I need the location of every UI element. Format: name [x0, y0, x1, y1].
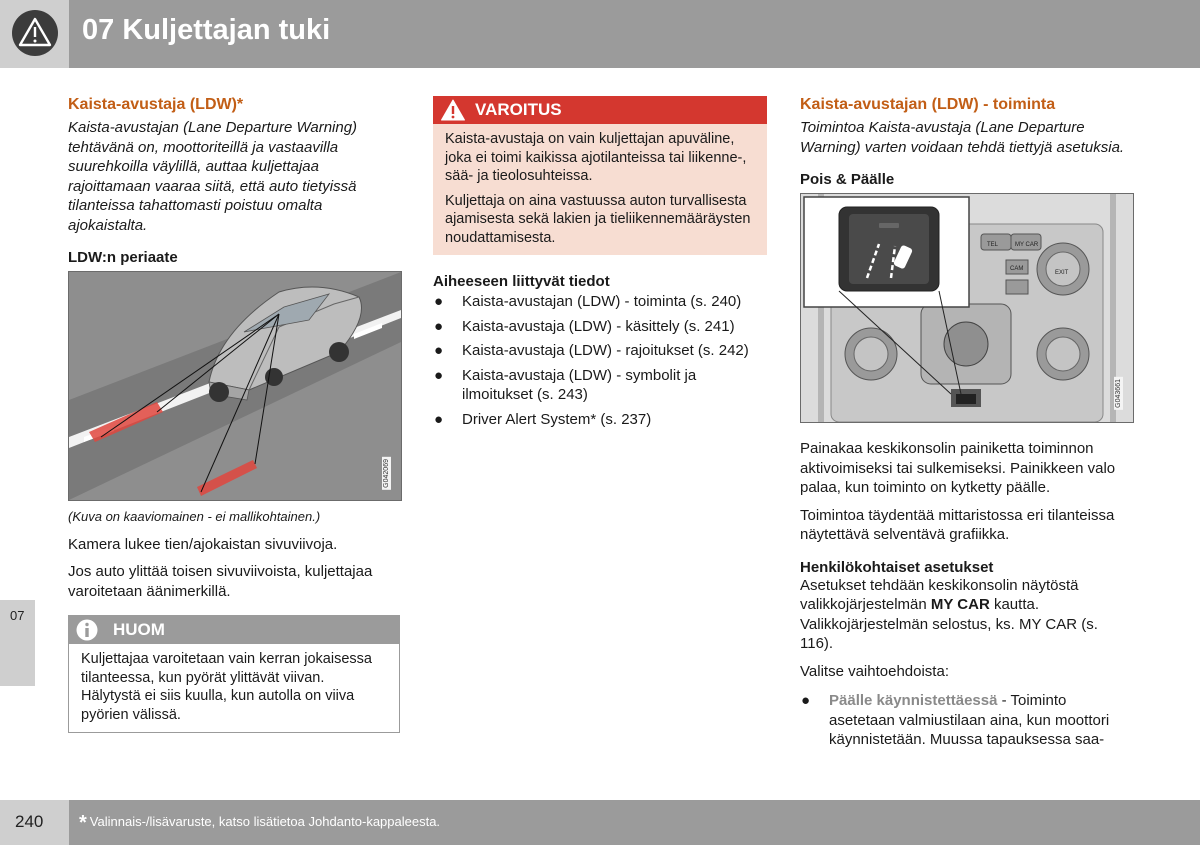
console-label-tel: TEL: [987, 242, 999, 248]
ldw-para-camera: Kamera lukee tien/ajokaistan sivuviivoja.: [68, 535, 338, 553]
note-header: [69, 616, 399, 644]
info-icon: [75, 618, 99, 642]
footnote-text: Valinnais-/lisävaruste, katso lisätietoa Johdanto-kappaleesta.: [89, 814, 441, 829]
console-drawing: [801, 194, 1133, 422]
settings-para: Asetukset tehdään keskikonsolin näytöstä valikkojärjestelmän MY CAR kautta. Valikkojärjestelmän selostus, ks. MY CAR (s. 116).: [800, 576, 1098, 652]
chapter-title: 07 Kuljettajan tuki: [82, 14, 331, 46]
choose-options-para: Valitse vaihtoehdoista:: [800, 662, 949, 680]
section-title-ldw: Kaista-avustaja (LDW)*: [68, 96, 244, 113]
footnote-marker: *: [79, 812, 87, 834]
related-link[interactable]: ● Kaista-avustajan (LDW) - toiminta (s. 240): [434, 293, 742, 310]
subtitle-personal-settings: Henkilökohtaiset asetukset: [800, 558, 994, 576]
note-text: Kuljettajaa varoitetaan vain kerran jokaisessa tilanteessa, kun pyörät ylittävät viivan. Hälytystä ei siis kuulla, kun autolla on viiva pyörien välissä.: [81, 651, 372, 723]
warning-triangle-icon: [12, 10, 58, 56]
related-info-title: Aiheeseen liittyvät tiedot: [433, 273, 610, 290]
figure-caption: (Kuva on kaaviomainen - ei mallikohtainen.): [68, 509, 321, 524]
section-title-ldw-function: Kaista-avustajan (LDW) - toiminta: [800, 96, 1056, 113]
chapter-side-tab: [0, 600, 35, 686]
note-box: [68, 615, 400, 733]
console-label-mycar: MY CAR: [1015, 242, 1039, 248]
function-para-button: Painakaa keskikonsolin painiketta toiminnon aktivoimiseksi tai sulkemiseksi. Painikkeen valo palaa, kun toiminto on kytketty päälle.: [800, 440, 1116, 496]
related-link[interactable]: ● Kaista-avustaja (LDW) - rajoitukset (s. 242): [434, 342, 749, 359]
ldw-principle-illustration: [68, 271, 402, 501]
subtitle-ldw-principle: LDW:n periaate: [68, 249, 178, 266]
option-item: ● Päälle käynnistettäessä - Toiminto asetetaan valmiustilaan aina, kun moottori käynnistetään. Muussa tapauksessa saa-: [801, 692, 1110, 748]
road-car-drawing: [69, 272, 401, 500]
option-text: - Toiminto asetetaan valmiustilaan aina, kun moottori käynnistetään. Muussa tapauksessa saa-: [829, 692, 1110, 748]
warning-text-2: Kuljettaja on aina vastuussa auton turvallisesta ajamisesta sekä lakien ja tieliikennemääräysten noudattamisesta.: [445, 192, 751, 246]
footnote: [79, 812, 440, 835]
function-intro: Toimintoa Kaista-avustaja (Lane Departure Warning) varten voidaan tehdä tiettyjä asetuksia.: [800, 119, 1125, 156]
header-left-block: [0, 0, 69, 68]
center-console-illustration: [800, 193, 1134, 423]
figure-code: G043661: [1115, 379, 1122, 408]
related-link[interactable]: ● Kaista-avustaja (LDW) - käsittely (s. 241): [434, 317, 735, 335]
related-link[interactable]: ● Driver Alert System* (s. 237): [434, 410, 652, 428]
figure-code: G042069: [383, 459, 390, 488]
related-links-list: [433, 292, 767, 429]
warning-box: [433, 96, 767, 255]
ldw-para-warning: Jos auto ylittää toisen sivuviivoista, kuljettajaa varoitetaan äänimerkillä.: [68, 563, 373, 600]
column-1: [68, 96, 400, 733]
function-para-graphic: Toimintoa täydentää mittaristossa eri tilanteissa näytettävä selventävä grafiikka.: [800, 506, 1115, 543]
warning-label: VAROITUS: [475, 100, 562, 119]
column-3: [800, 96, 1132, 755]
subtitle-on-off: Pois & Päälle: [800, 171, 895, 188]
ldw-intro: Kaista-avustajan (Lane Departure Warning) tehtävänä on, moottoriteillä ja vastaavilla suurehkoilla väylillä, auttaa kuljettajaa rajoittamaan vaaraa siitä, että auto tietyissä tilanteissa tahattomasti poistuu omalta ajokaistalta.: [68, 119, 358, 234]
warning-header: [433, 96, 767, 124]
related-link[interactable]: ● Kaista-avustaja (LDW) - symbolit ja ilmoitukset (s. 243): [434, 366, 697, 403]
side-tab-label: 07: [10, 608, 25, 623]
option-label: Päälle käynnistettäessä: [829, 692, 998, 709]
page-number: 240: [15, 812, 44, 831]
console-label-exit: EXIT: [1055, 270, 1069, 276]
console-label-cam: CAM: [1010, 266, 1024, 272]
options-list: [800, 691, 1132, 750]
warning-triangle-icon: [440, 98, 466, 122]
warning-text-1: Kaista-avustaja on vain kuljettajan apuväline, joka ei toimi kaikissa ajotilanteissa tai liikenne-, sää- ja tieolosuhteissa.: [445, 131, 747, 184]
column-2: [433, 96, 767, 434]
note-label: HUOM: [113, 620, 165, 639]
